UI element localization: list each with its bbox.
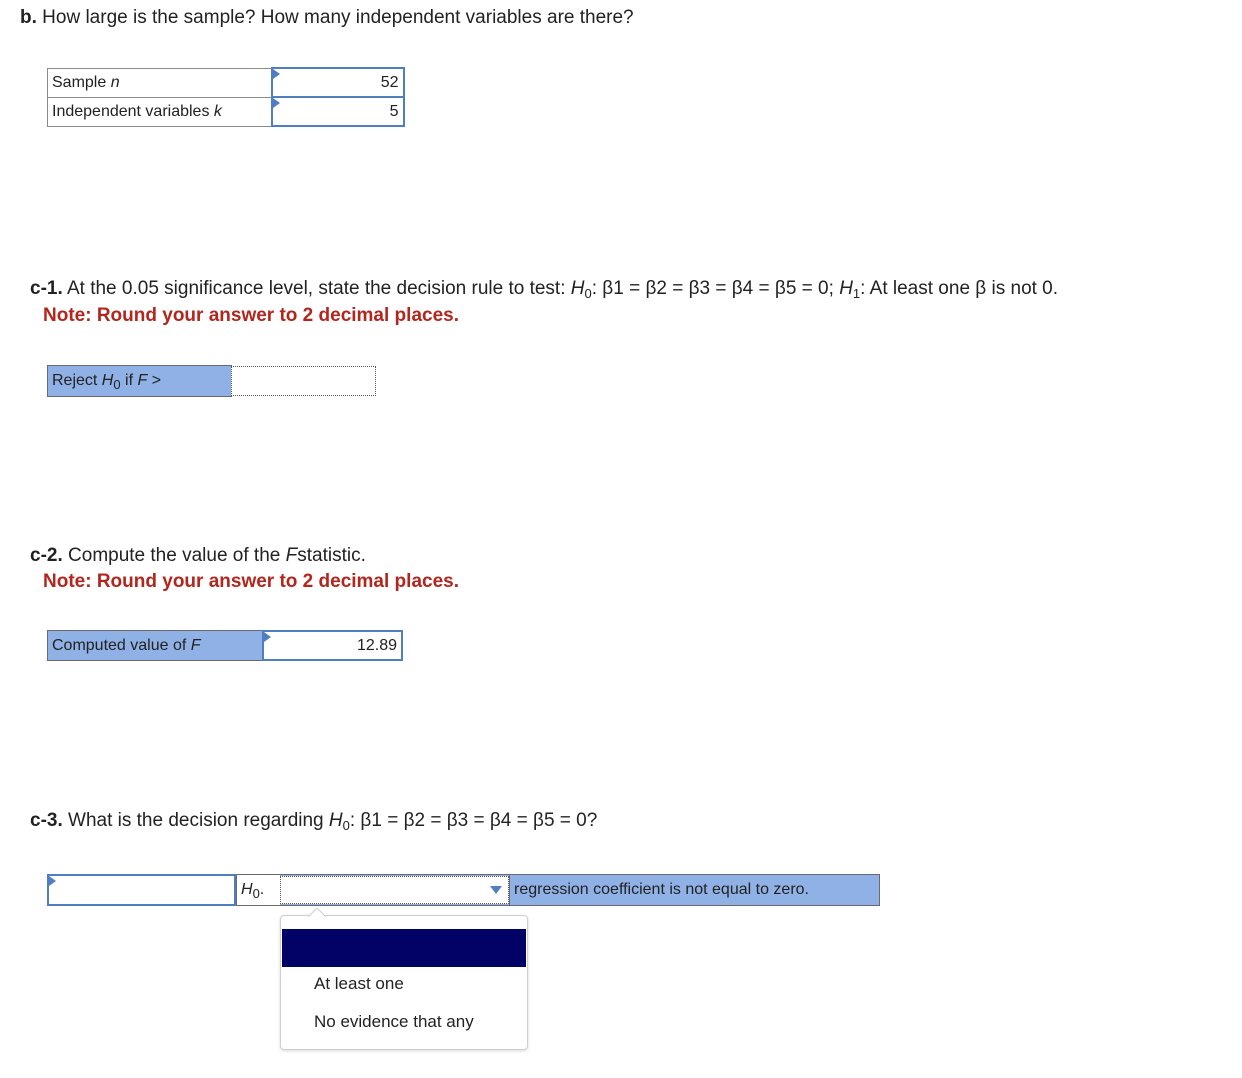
- computed-f-label: Computed value of F: [47, 630, 263, 661]
- question-b: [20, 6, 634, 30]
- part-c3-label: c-3.: [30, 810, 63, 831]
- table-row: [48, 68, 404, 97]
- h1-symbol: H: [839, 278, 853, 299]
- sample-table: [47, 67, 405, 127]
- h0-label: $H_0$.: [236, 875, 280, 905]
- f-symbol: F: [285, 545, 298, 566]
- question-c3-text: What is the decision regarding: [68, 810, 329, 831]
- sample-n-label: Sample n: [48, 68, 272, 97]
- chevron-down-icon: [490, 886, 502, 894]
- h0-symbol: H: [328, 810, 343, 831]
- sample-n-input[interactable]: 52: [272, 68, 404, 97]
- note-c2: Note: Round your answer to 2 decimal places.: [43, 571, 459, 592]
- input-flag-icon: [273, 98, 280, 108]
- hypothesis-text: : β1 = β2 = β3 = β4 = β5 = 0;: [591, 278, 840, 299]
- h0-subscript: 0: [342, 818, 350, 833]
- independent-variables-k-label: Independent variables k: [48, 97, 272, 126]
- question-c3-text-end: : β1 = β2 = β3 = β4 = β5 = 0?: [349, 810, 598, 831]
- question-c2-text: Compute the value of the: [68, 545, 286, 566]
- computed-f-input[interactable]: [262, 630, 403, 661]
- question-c2: [30, 544, 366, 568]
- input-flag-icon: [264, 632, 271, 642]
- question-c3: [30, 809, 597, 838]
- decision-tail-text: regression coefficient is not equal to zero.: [509, 875, 879, 905]
- dropdown-option-selected[interactable]: [282, 929, 526, 967]
- critical-value-input[interactable]: [231, 366, 376, 396]
- input-flag-icon: [49, 876, 56, 886]
- input-flag-icon: [273, 69, 280, 79]
- decision-select-1[interactable]: [47, 874, 236, 906]
- dropdown-option-no-evidence[interactable]: No evidence that any: [314, 1012, 474, 1031]
- question-c1: [30, 277, 1058, 306]
- h0-symbol: H: [570, 278, 585, 299]
- dropdown-caret-icon: [308, 908, 326, 917]
- reject-h0-label: Reject $H_0$ if F >: [47, 365, 232, 397]
- table-row: [48, 97, 404, 126]
- computed-f-value: 12.89: [356, 637, 397, 654]
- question-c1-text: At the 0.05 significance level, state the decision rule to test:: [66, 278, 571, 299]
- question-b-text: How large is the sample? How many independent variables are there?: [42, 7, 634, 28]
- dropdown-option-at-least-one[interactable]: At least one: [314, 974, 404, 993]
- h1-text: : At least one β is not 0.: [860, 278, 1059, 299]
- decision-select-2[interactable]: [280, 876, 509, 904]
- h0-subscript: 0: [584, 286, 592, 301]
- part-b-label: b.: [20, 7, 37, 28]
- part-c1-label: c-1.: [30, 278, 63, 299]
- h1-subscript: 1: [852, 286, 861, 301]
- independent-variables-k-input[interactable]: 5: [272, 97, 404, 126]
- question-c2-text-end: statistic.: [297, 545, 366, 566]
- part-c2-label: c-2.: [30, 545, 63, 566]
- dropdown-menu: [280, 915, 528, 1050]
- note-c1: Note: Round your answer to 2 decimal places.: [43, 305, 459, 326]
